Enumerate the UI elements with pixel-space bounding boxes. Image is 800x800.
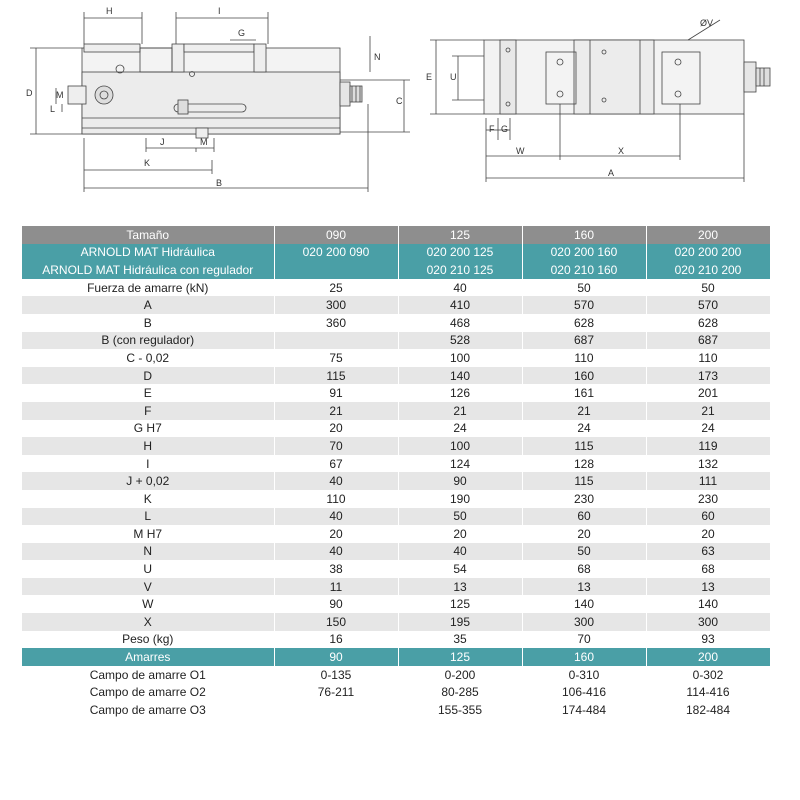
table-cell: 300 <box>274 296 398 314</box>
table-cell: 119 <box>646 437 770 455</box>
row-label: V <box>22 578 274 596</box>
table-header-row <box>22 226 770 244</box>
table-cell: 76-211 <box>274 683 398 701</box>
table-cell: 13 <box>398 578 522 596</box>
table-row <box>22 472 770 490</box>
table-cell: 110 <box>274 490 398 508</box>
table-cell: 190 <box>398 490 522 508</box>
table-row <box>22 314 770 332</box>
table-cell: 38 <box>274 560 398 578</box>
table-cell: 24 <box>646 420 770 438</box>
dim-label-f: F <box>489 124 495 134</box>
dim-label-v: ØV <box>700 18 714 28</box>
table-cell: 628 <box>522 314 646 332</box>
table-row <box>22 508 770 526</box>
table-row <box>22 666 770 684</box>
table-cell: 24 <box>398 420 522 438</box>
dim-label-b: B <box>216 178 223 188</box>
table-cell: 20 <box>274 525 398 543</box>
table-cell: 90 <box>398 472 522 490</box>
table-row <box>22 543 770 561</box>
table-cell: 100 <box>398 349 522 367</box>
table-cell: 140 <box>522 595 646 613</box>
row-label: X <box>22 613 274 631</box>
table-row <box>22 332 770 350</box>
table-cell: 21 <box>522 402 646 420</box>
row-label: W <box>22 595 274 613</box>
table-cell: 50 <box>522 543 646 561</box>
table-cell: 687 <box>646 332 770 350</box>
table-cell: 161 <box>522 384 646 402</box>
row-label: ARNOLD MAT Hidráulica <box>22 244 274 262</box>
table-cell: 115 <box>274 367 398 385</box>
dim-label-m: M <box>56 90 64 100</box>
table-cell: 114-416 <box>646 683 770 701</box>
table-cell: 70 <box>522 631 646 649</box>
table-cell: 201 <box>646 384 770 402</box>
dim-label-c: C <box>396 96 403 106</box>
table-cell: 128 <box>522 455 646 473</box>
row-label: ARNOLD MAT Hidráulica con regulador <box>22 261 274 279</box>
row-label: C - 0,02 <box>22 349 274 367</box>
table-row <box>22 595 770 613</box>
table-cell: 20 <box>646 525 770 543</box>
table-cell: 115 <box>522 437 646 455</box>
dim-label-l: L <box>50 104 56 114</box>
dim-label-u: U <box>450 72 457 82</box>
spec-table-container <box>22 226 770 719</box>
table-cell: 0-135 <box>274 666 398 684</box>
table-cell: 24 <box>522 420 646 438</box>
table-row <box>22 402 770 420</box>
table-row <box>22 244 770 262</box>
table-cell: 0-200 <box>398 666 522 684</box>
table-cell: 230 <box>646 490 770 508</box>
row-label: Amarres <box>22 648 274 666</box>
table-cell: 200 <box>646 648 770 666</box>
row-label: K <box>22 490 274 508</box>
table-cell: 570 <box>646 296 770 314</box>
table-cell: 360 <box>274 314 398 332</box>
table-row <box>22 578 770 596</box>
table-row <box>22 296 770 314</box>
dim-label-j: J <box>160 137 165 147</box>
table-cell: 230 <box>522 490 646 508</box>
table-cell: 160 <box>522 226 646 244</box>
table-cell: 68 <box>522 560 646 578</box>
table-row <box>22 560 770 578</box>
dim-label-a: A <box>608 168 615 178</box>
table-cell: 75 <box>274 349 398 367</box>
table-cell: 21 <box>646 402 770 420</box>
table-cell: 020 200 090 <box>274 244 398 262</box>
table-cell: 40 <box>398 543 522 561</box>
table-row <box>22 525 770 543</box>
dim-label-d: D <box>26 88 33 98</box>
table-cell: 70 <box>274 437 398 455</box>
table-cell: 0-310 <box>522 666 646 684</box>
table-cell: 91 <box>274 384 398 402</box>
table-cell: 67 <box>274 455 398 473</box>
table-cell: 020 210 125 <box>398 261 522 279</box>
table-cell: 020 210 200 <box>646 261 770 279</box>
table-cell: 125 <box>398 226 522 244</box>
table-row <box>22 349 770 367</box>
dim-label-e: E <box>426 72 433 82</box>
table-cell: 50 <box>398 508 522 526</box>
row-label: H <box>22 437 274 455</box>
table-cell: 40 <box>274 472 398 490</box>
row-label: Campo de amarre O3 <box>22 701 274 719</box>
dim-label-h: H <box>106 6 113 16</box>
table-cell: 13 <box>522 578 646 596</box>
dim-label-x: X <box>618 146 625 156</box>
table-cell: 11 <box>274 578 398 596</box>
table-cell: 020 200 200 <box>646 244 770 262</box>
table-row <box>22 631 770 649</box>
row-label: Tamaño <box>22 226 274 244</box>
table-cell: 155-355 <box>398 701 522 719</box>
table-row <box>22 420 770 438</box>
table-cell: 68 <box>646 560 770 578</box>
table-row <box>22 648 770 666</box>
row-label: F <box>22 402 274 420</box>
table-cell: 60 <box>646 508 770 526</box>
table-cell: 106-416 <box>522 683 646 701</box>
table-row <box>22 683 770 701</box>
row-label: U <box>22 560 274 578</box>
row-label: B <box>22 314 274 332</box>
row-label: I <box>22 455 274 473</box>
table-cell: 468 <box>398 314 522 332</box>
table-cell: 090 <box>274 226 398 244</box>
table-cell: 124 <box>398 455 522 473</box>
table-cell: 20 <box>274 420 398 438</box>
table-cell: 111 <box>646 472 770 490</box>
table-cell <box>274 701 398 719</box>
table-cell: 21 <box>398 402 522 420</box>
row-label: Fuerza de amarre (kN) <box>22 279 274 297</box>
table-row <box>22 261 770 279</box>
dim-label-g: G <box>238 28 246 38</box>
table-row <box>22 613 770 631</box>
table-cell: 570 <box>522 296 646 314</box>
table-cell: 63 <box>646 543 770 561</box>
row-label: N <box>22 543 274 561</box>
table-cell: 54 <box>398 560 522 578</box>
table-cell: 40 <box>274 508 398 526</box>
table-cell: 687 <box>522 332 646 350</box>
dim-label-n: N <box>374 52 381 62</box>
spec-table <box>22 226 771 719</box>
table-cell: 50 <box>522 279 646 297</box>
table-row <box>22 384 770 402</box>
table-cell: 90 <box>274 648 398 666</box>
table-cell: 16 <box>274 631 398 649</box>
table-cell: 132 <box>646 455 770 473</box>
table-cell: 140 <box>646 595 770 613</box>
row-label: E <box>22 384 274 402</box>
table-cell: 528 <box>398 332 522 350</box>
table-cell: 126 <box>398 384 522 402</box>
table-cell: 020 200 160 <box>522 244 646 262</box>
table-cell: 80-285 <box>398 683 522 701</box>
dim-label-k: K <box>144 158 151 168</box>
table-cell: 140 <box>398 367 522 385</box>
table-cell: 020 200 125 <box>398 244 522 262</box>
row-label: A <box>22 296 274 314</box>
table-cell: 13 <box>646 578 770 596</box>
table-cell: 0-302 <box>646 666 770 684</box>
row-label: M H7 <box>22 525 274 543</box>
row-label: J + 0,02 <box>22 472 274 490</box>
dim-label-m2: M <box>200 137 208 147</box>
table-cell: 150 <box>274 613 398 631</box>
table-row <box>22 437 770 455</box>
table-cell <box>274 332 398 350</box>
table-cell: 174-484 <box>522 701 646 719</box>
table-cell: 40 <box>398 279 522 297</box>
row-label: B (con regulador) <box>22 332 274 350</box>
table-cell: 173 <box>646 367 770 385</box>
table-cell: 020 210 160 <box>522 261 646 279</box>
table-cell: 182-484 <box>646 701 770 719</box>
table-cell: 93 <box>646 631 770 649</box>
table-row <box>22 279 770 297</box>
table-cell: 20 <box>522 525 646 543</box>
table-cell: 110 <box>646 349 770 367</box>
table-row <box>22 701 770 719</box>
dim-label-w: W <box>516 146 525 156</box>
table-cell: 200 <box>646 226 770 244</box>
table-cell: 160 <box>522 367 646 385</box>
table-row <box>22 455 770 473</box>
technical-drawing <box>0 0 800 210</box>
table-cell: 628 <box>646 314 770 332</box>
row-label: Peso (kg) <box>22 631 274 649</box>
table-cell: 160 <box>522 648 646 666</box>
table-row <box>22 490 770 508</box>
table-cell: 110 <box>522 349 646 367</box>
table-cell: 115 <box>522 472 646 490</box>
table-cell: 100 <box>398 437 522 455</box>
row-label: Campo de amarre O2 <box>22 683 274 701</box>
table-cell: 35 <box>398 631 522 649</box>
table-cell: 60 <box>522 508 646 526</box>
table-cell: 125 <box>398 595 522 613</box>
table-cell <box>274 261 398 279</box>
table-cell: 410 <box>398 296 522 314</box>
table-cell: 90 <box>274 595 398 613</box>
table-cell: 21 <box>274 402 398 420</box>
row-label: L <box>22 508 274 526</box>
table-row <box>22 367 770 385</box>
table-cell: 125 <box>398 648 522 666</box>
table-cell: 195 <box>398 613 522 631</box>
table-cell: 20 <box>398 525 522 543</box>
table-cell: 300 <box>522 613 646 631</box>
dim-label-g2: G <box>501 124 509 134</box>
table-cell: 40 <box>274 543 398 561</box>
table-cell: 50 <box>646 279 770 297</box>
dim-label-i: I <box>218 6 221 16</box>
table-cell: 25 <box>274 279 398 297</box>
row-label: D <box>22 367 274 385</box>
row-label: Campo de amarre O1 <box>22 666 274 684</box>
row-label: G H7 <box>22 420 274 438</box>
table-cell: 300 <box>646 613 770 631</box>
